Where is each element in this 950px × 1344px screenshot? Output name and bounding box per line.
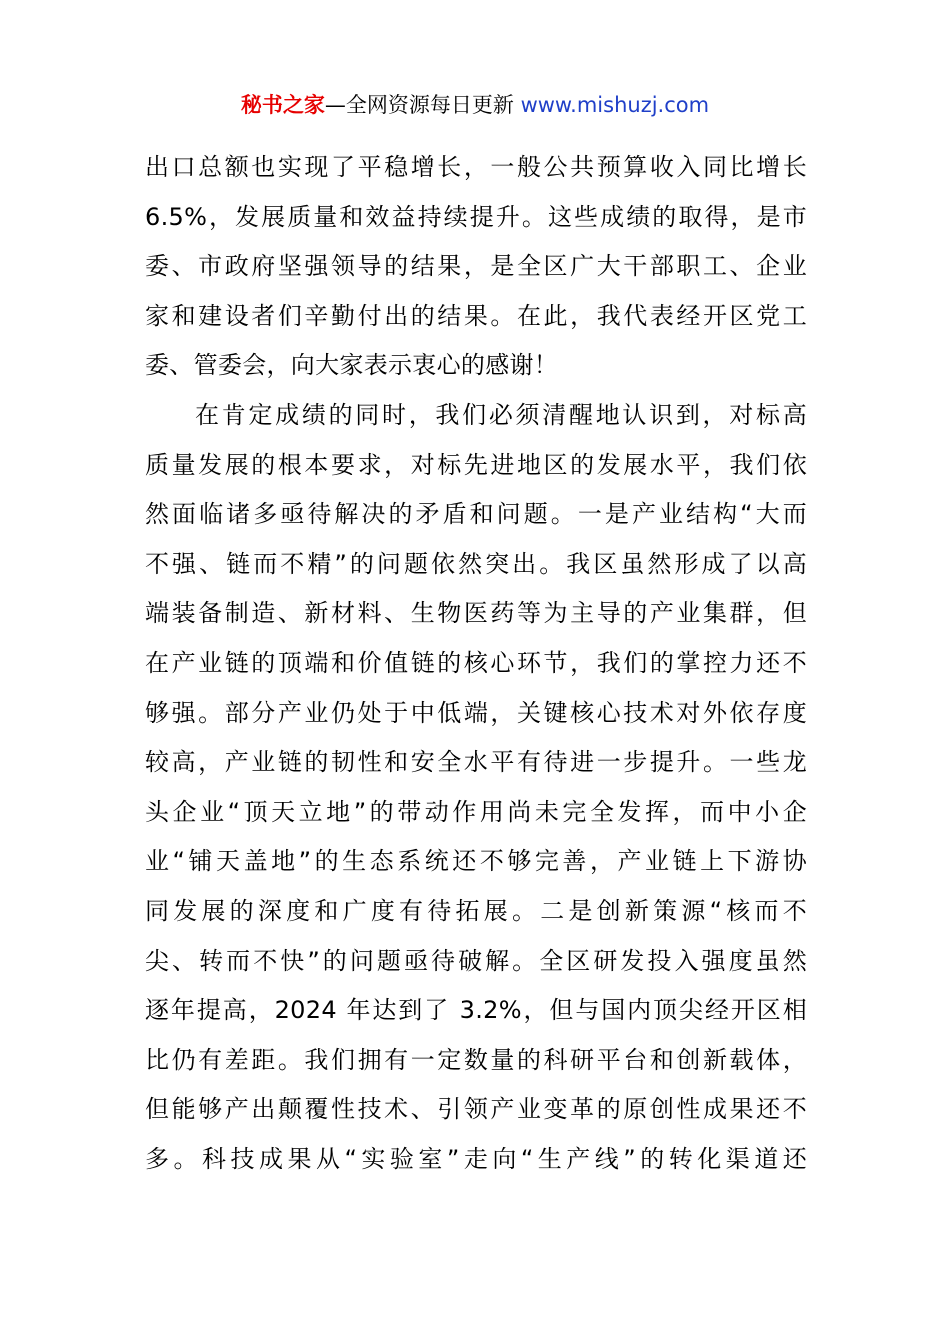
text-line: 够强。部分产业仍处于中低端，关键核心技术对外依存度 [145,698,807,727]
text-line: 6.5%，发展质量和效益持续提升。这些成绩的取得，是市 [145,202,807,231]
text-line: 逐年提高，2024 年达到了 3.2%，但与国内顶尖经开区相 [145,996,807,1025]
text-line: 较高，产业链的韧性和安全水平有待进一步提升。一些龙 [145,748,807,777]
text-line: 家和建设者们辛勤付出的结果。在此，我代表经开区党工 [145,301,807,330]
text-line: 但能够产出颠覆性技术、引领产业变革的原创性成果还不 [145,1095,807,1124]
brand-name: 秘书之家 [240,93,325,117]
text-line: 然面临诸多亟待解决的矛盾和问题。一是产业结构“大而 [145,500,807,529]
page-header [0,90,950,120]
text-line: 不强、链而不精”的问题依然突出。我区虽然形成了以高 [145,549,807,578]
text-line: 在产业链的顶端和价值链的核心环节，我们的掌控力还不 [145,648,807,677]
text-line: 委、管委会，向大家表示衷心的感谢！ [145,351,559,380]
header-tagline: —全网资源每日更新 [324,93,521,117]
text-line: 质量发展的根本要求，对标先进地区的发展水平，我们依 [145,450,807,479]
text-line: 端装备制造、新材料、生物医药等为主导的产业集群，但 [145,599,807,628]
paragraph-first-line: 在肯定成绩的同时，我们必须清醒地认识到，对标高 [195,400,807,429]
text-line: 委、市政府坚强领导的结果，是全区广大干部职工、企业 [145,252,807,281]
site-url-link[interactable]: www.mishuzj.com [520,93,710,117]
text-line: 业“铺天盖地”的生态系统还不够完善，产业链上下游协 [145,847,807,876]
document-body [145,143,807,1184]
text-line: 出口总额也实现了平稳增长，一般公共预算收入同比增长 [145,153,807,181]
text-line: 同发展的深度和广度有待拓展。二是创新策源“核而不 [145,896,807,925]
text-line: 比仍有差距。我们拥有一定数量的科研平台和创新载体， [145,1045,807,1074]
text-line: 多。科技成果从“实验室”走向“生产线”的转化渠道还 [145,1144,807,1173]
text-line: 尖、转而不快”的问题亟待破解。全区研发投入强度虽然 [145,946,807,975]
text-line: 头企业“顶天立地”的带动作用尚未完全发挥，而中小企 [145,797,807,826]
